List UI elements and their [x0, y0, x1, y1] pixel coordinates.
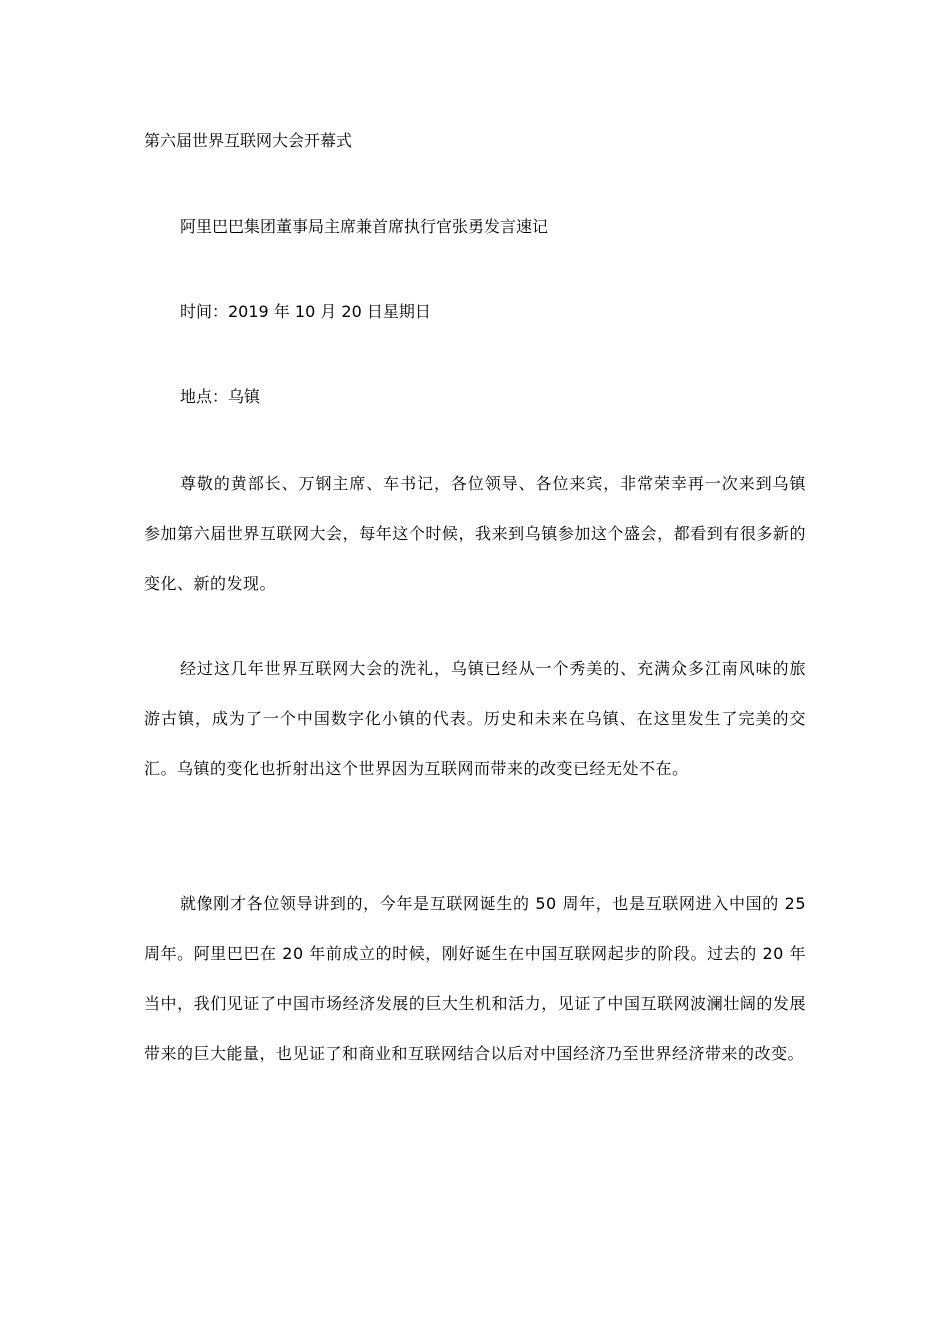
- document-subtitle: 阿里巴巴集团董事局主席兼首席执行官张勇发言速记: [180, 217, 549, 236]
- document-title: 第六届世界互联网大会开幕式: [144, 131, 353, 150]
- paragraph-wuzhen: 经过这几年世界互联网大会的洗礼，乌镇已经从一个秀美的、充满众多江南风味的旅游古镇，成为了一个中国数字化小镇的代表。历史和未来在乌镇、在这里发生了完美的交汇。乌镇的变化也折射出这个世界因为互联网而带来的改变已经无处不在。: [144, 659, 806, 778]
- time-line: 时间：2019 年 10 月 20 日星期日: [180, 302, 431, 321]
- paragraph-internet-history: 就像刚才各位领导讲到的，今年是互联网诞生的 50 周年，也是互联网进入中国的 25 周年。阿里巴巴在 20 年前成立的时候，刚好诞生在中国互联网起步的阶段。过去的 20 年当中，我们见证了中国市场经济发展的巨大生机和活力，见证了中国互联网波澜壮阔的发展带来的巨大能量，也见证了和商业和互联网结合以后对中国经济乃至世界经济带来的改变。: [144, 894, 806, 1063]
- paragraph-greeting: 尊敬的黄部长、万钢主席、车书记，各位领导、各位来宾，非常荣幸再一次来到乌镇参加第六届世界互联网大会，每年这个时候，我来到乌镇参加这个盛会，都看到有很多新的变化、新的发现。: [144, 474, 806, 593]
- place-line: 地点：乌镇: [180, 387, 261, 406]
